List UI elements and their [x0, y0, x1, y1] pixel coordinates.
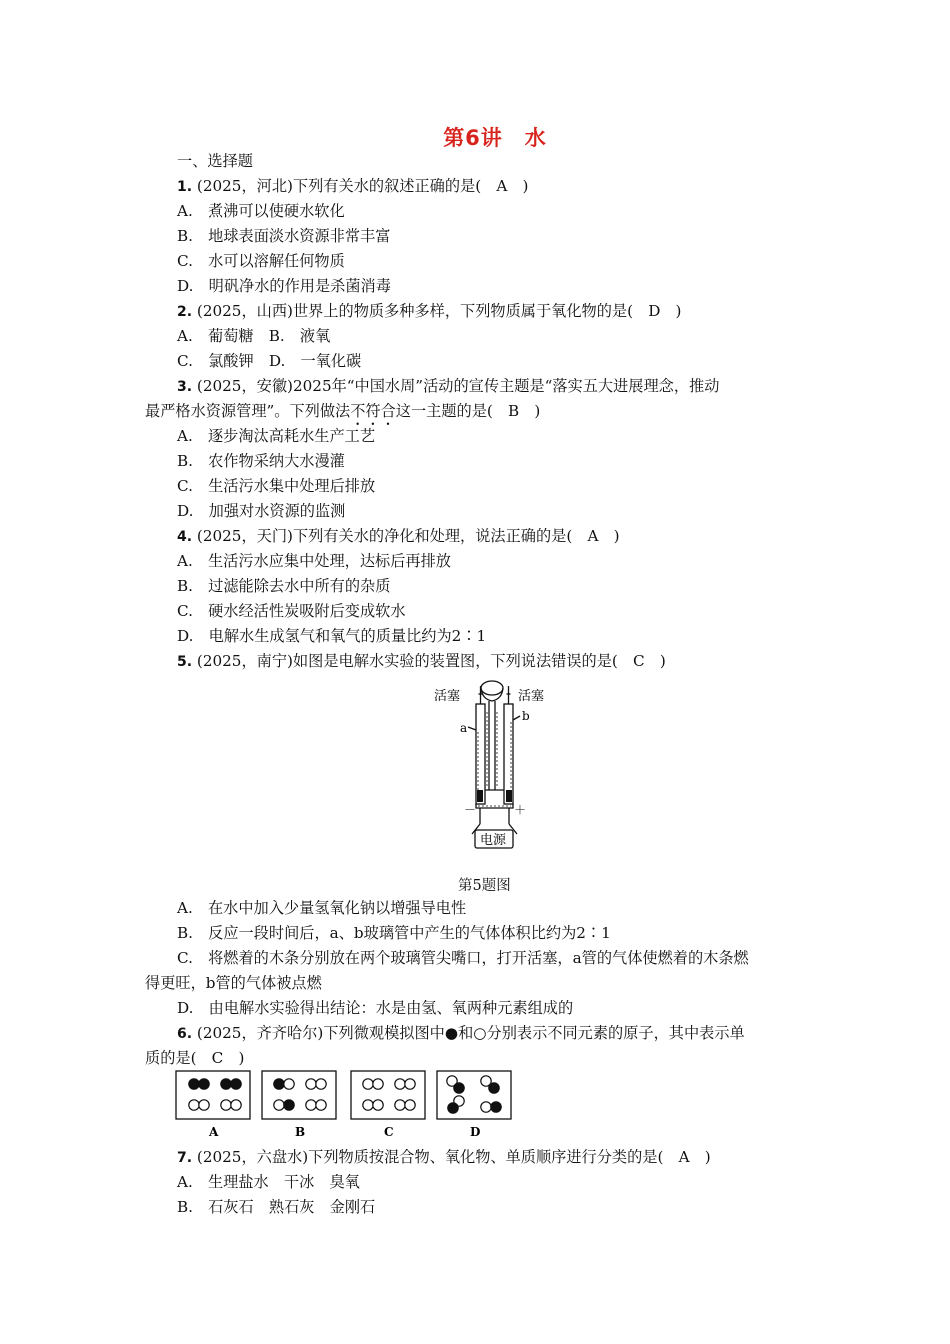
option-row: A. 葡萄糖 B. 液氧 [177, 327, 331, 345]
page-title: 第6讲 水 [443, 126, 547, 150]
option: B. 农作物采纳大水漫灌 [177, 452, 345, 470]
emphasis-text: 不符合 [350, 402, 396, 420]
option: B. 石灰石 熟石灰 金刚石 [177, 1198, 376, 1216]
question-3-stem-cont [145, 402, 540, 429]
option: A. 生活污水应集中处理，达标后再排放 [177, 552, 451, 570]
negative-terminal-label: － [464, 803, 477, 817]
option: C. 硬水经活性炭吸附后变成软水 [177, 602, 406, 620]
box-b-particles [274, 1079, 326, 1110]
question-text: (2025，齐齐哈尔)下列微观模拟图中●和○分别表示不同元素的原子，其中表示单 [196, 1024, 745, 1042]
box-label-b: B [295, 1125, 306, 1139]
option: D. 电解水生成氢气和氧气的质量比约为2∶1 [177, 627, 487, 645]
option: A. 在水中加入少量氢氧化钠以增强导电性 [177, 899, 467, 917]
question-text: (2025，六盘水)下列物质按混合物、氧化物、单质顺序进行分类的是( A ) [196, 1148, 711, 1166]
question-number: 5. [177, 654, 193, 670]
box-a-particles [189, 1079, 241, 1110]
tube-label-b: b [522, 709, 530, 723]
question-text: (2025，天门)下列有关水的净化和处理，说法正确的是( A ) [196, 527, 620, 545]
option: A. 生理盐水 干冰 臭氧 [177, 1173, 360, 1191]
box-c-particles [363, 1079, 415, 1110]
stopcock-label-left: 活塞 [434, 689, 461, 704]
stopcock-label-right: 活塞 [518, 689, 545, 704]
particle-model-figure [175, 1070, 515, 1142]
box-d-particles [447, 1076, 501, 1113]
option: A. 煮沸可以使硬水软化 [177, 202, 345, 220]
box-label-d: D [470, 1125, 481, 1139]
question-number: 1. [177, 179, 193, 195]
question-number: 3. [177, 379, 193, 395]
question-text: 这一主题的是( B ) [395, 402, 541, 420]
box-label-c: C [384, 1125, 394, 1139]
option-row: C. 氯酸钾 D. 一氧化碳 [177, 352, 362, 370]
option: D. 明矾净水的作用是杀菌消毒 [177, 277, 391, 295]
question-4-stem [177, 527, 620, 546]
question-text: (2025，山西)世界上的物质多种多样，下列物质属于氧化物的是( D ) [196, 302, 682, 320]
question-7-stem [177, 1148, 711, 1167]
option: D. 由电解水实验得出结论：水是由氢、氧两种元素组成的 [177, 999, 574, 1017]
section-heading: 一、选择题 [177, 152, 253, 170]
figure-caption: 第5题图 [458, 878, 511, 894]
option: A. 逐步淘汰高耗水生产工艺 [177, 427, 376, 445]
power-supply-label: 电源 [480, 833, 507, 848]
question-number: 6. [177, 1026, 193, 1042]
electrolysis-apparatus-figure [420, 672, 560, 850]
question-6-stem-cont: 质的是( C ) [145, 1049, 245, 1067]
question-5-stem [177, 652, 666, 671]
option: C. 生活污水集中处理后排放 [177, 477, 376, 495]
option: D. 加强对水资源的监测 [177, 502, 346, 520]
tube-label-a: a [460, 721, 468, 735]
question-text: (2025，南宁)如图是电解水实验的装置图，下列说法错误的是( C ) [196, 652, 666, 670]
question-3-stem [177, 377, 719, 396]
question-number: 7. [177, 1150, 193, 1166]
question-2-stem [177, 302, 681, 321]
question-text: (2025，河北)下列有关水的叙述正确的是( A ) [196, 177, 529, 195]
option: B. 过滤能除去水中所有的杂质 [177, 577, 391, 595]
box-label-a: A [209, 1125, 219, 1139]
positive-terminal-label: ＋ [514, 803, 527, 817]
question-text: 最严格水资源管理”。下列做法 [145, 402, 351, 420]
option: C. 将燃着的木条分别放在两个玻璃管尖嘴口，打开活塞，a管的气体使燃着的木条燃 [177, 949, 749, 967]
option: B. 反应一段时间后，a、b玻璃管中产生的气体体积比约为2∶1 [177, 924, 611, 942]
question-number: 2. [177, 304, 193, 320]
question-text: (2025，安徽)2025年“中国水周”活动的宣传主题是“落实五大进展理念，推动 [196, 377, 720, 395]
question-1-stem [177, 177, 528, 196]
option: B. 地球表面淡水资源非常丰富 [177, 227, 391, 245]
option-cont: 得更旺，b管的气体被点燃 [145, 974, 322, 992]
question-6-stem [177, 1024, 745, 1043]
option: C. 水可以溶解任何物质 [177, 252, 345, 270]
question-number: 4. [177, 529, 193, 545]
